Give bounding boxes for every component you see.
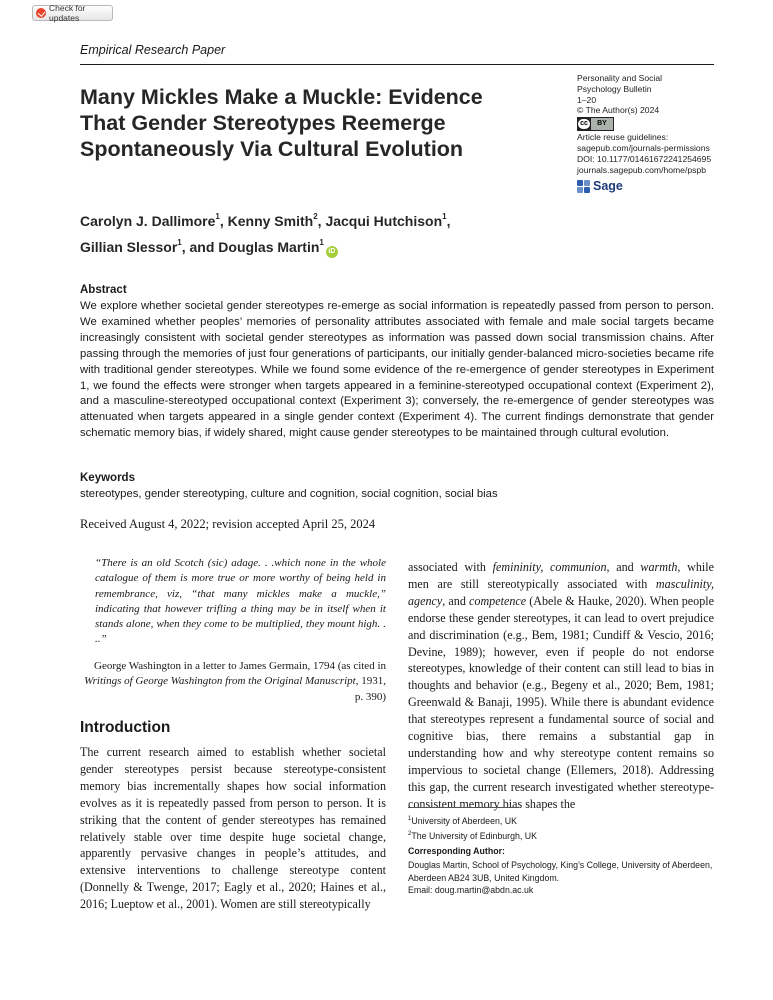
author-name[interactable]: Douglas Martin <box>218 239 320 255</box>
affiliation-text: University of Aberdeen, UK <box>411 816 517 826</box>
affiliation-item <box>408 813 714 828</box>
keywords-text: stereotypes, gender stereotyping, culture and cognition, social cognition, social bias <box>80 488 498 500</box>
corresponding-address: Douglas Martin, School of Psychology, King’s College, University of Aberdeen, Aberdeen AB24 3UB, United Kingdom. <box>408 860 713 883</box>
body-text: associated with <box>408 560 493 574</box>
doi[interactable]: DOI: 10.1177/01461672241254695 <box>577 153 712 164</box>
attribution-citation: , 1931, p. 390) <box>354 675 386 703</box>
body-text: , while men are still stereotypically associated with <box>408 560 714 591</box>
introduction-heading: Introduction <box>80 719 171 736</box>
introduction-text: The current research aimed to establish whether societal gender stereotypes persist because stereotype-consistent memory bias incrementally shapes how social information evolves as it is repeatedly passed from person to person. It is striking that the content of gender stereotypes has remained relatively stable over time despite huge societal change, apparently pervasive changes in people’s attitudes, and extensive interventions to challenge stereotype content (Donnelly & Twenge, 2017; Eagly et al., 2020; Haines et al., 2016; Lueptow et al., 2001). Women are still stereotypically <box>80 745 386 912</box>
corresponding-heading: Corresponding Author: <box>408 846 505 856</box>
article-category: Empirical Research Paper <box>80 43 226 57</box>
attribution-text: George Washington in a letter to James Germain, 1794 (as cited in <box>94 660 386 672</box>
author-list <box>80 206 520 258</box>
journal-pages: 1–20 <box>577 94 597 105</box>
body-italic: competence <box>469 593 527 608</box>
keywords-heading: Keywords <box>80 472 135 484</box>
author-name[interactable]: Gillian Slessor <box>80 239 178 255</box>
author-separator: , <box>446 213 451 229</box>
received-dates: Received August 4, 2022; revision accepted April 25, 2024 <box>80 517 376 531</box>
attribution-source: Writings of George Washington from the Original Manuscript <box>84 675 356 688</box>
check-updates-label: Check for updates <box>49 3 86 23</box>
journal-info <box>577 73 727 193</box>
corresponding-email[interactable]: Email: doug.martin@abdn.ac.uk <box>408 885 534 896</box>
affiliation-number: 1 <box>408 816 412 822</box>
corresponding-details <box>408 859 714 897</box>
sage-icon <box>577 180 590 193</box>
author-separator: , and <box>181 239 219 255</box>
epigraph-attribution <box>80 659 386 705</box>
publisher-logo[interactable] <box>577 180 727 193</box>
body-italic: masculinity, agency <box>408 576 714 608</box>
check-updates-icon <box>36 8 46 18</box>
affiliation-item <box>408 828 714 843</box>
author-name[interactable]: Kenny Smith <box>227 213 314 229</box>
footnote-rule <box>408 807 518 808</box>
header-rule <box>80 64 714 65</box>
author-affiliation: 1 <box>215 212 220 221</box>
body-text: , and <box>442 593 470 608</box>
body-italic: femininity, communion <box>492 560 607 574</box>
affiliations <box>408 813 714 843</box>
cc-by-text: BY <box>591 118 613 130</box>
cc-by-icon[interactable] <box>577 117 614 131</box>
affiliation-text: The University of Edinburgh, UK <box>411 831 538 841</box>
author-affiliation: 1 <box>177 238 182 247</box>
journal-name-line2: Psychology Bulletin <box>577 83 652 94</box>
body-italic: warmth <box>640 560 678 574</box>
body-text: (Abele & Hauke, 2020). When people endorse these gender stereotypes, it can lead to overt prejudice and discrimination (e.g., Bem, 1981; Cundiff & Vescio, 2016; Devine, 1989); however, even if people do not endorse stereotypes, knowledge of their content can still lead to bias in thoughts and behavior (e.g., Begeny et al., 2020; Bem, 1981; Greenwald & Banaji, 1995). While there is abundant evidence that stereotypes represent a fundamental source of social and cognitive bias, there remains a substantial gap in understanding how and why stereotype content remains so impervious to societal change (Ellemers, 2018). Addressing this gap, the current research investigated whether stereotype-consistent memory bias shapes the <box>408 593 714 811</box>
affiliation-number: 2 <box>408 831 412 837</box>
check-for-updates-button[interactable] <box>32 5 113 21</box>
reuse-link[interactable]: sagepub.com/journals-permissions <box>577 142 710 153</box>
journal-name-line1: Personality and Social <box>577 73 663 83</box>
reuse-label: Article reuse guidelines: <box>577 132 669 143</box>
author-separator: , <box>317 213 326 229</box>
author-affiliation: 2 <box>313 212 318 221</box>
author-affiliation: 1 <box>319 238 324 247</box>
copyright: © The Author(s) 2024 <box>577 105 660 116</box>
abstract-heading: Abstract <box>80 284 127 296</box>
journal-link[interactable]: journals.sagepub.com/home/pspb <box>577 164 706 175</box>
author-name[interactable]: Carolyn J. Dallimore <box>80 213 216 229</box>
cc-logo-text: cc <box>577 118 591 130</box>
epigraph-quote: “There is an old Scotch (sic) adage. . .which none in the whole catalogue of them is more true or more worthy of being held in remembrance, viz, “that many mickles make a muckle,” indicating that however trifling a thing may be in itself when it stands alone, when they come to be multiplied, they mount high. . ..” <box>95 557 386 646</box>
orcid-icon[interactable]: iD <box>326 246 338 258</box>
publisher-name: Sage <box>593 179 623 194</box>
abstract-text: We explore whether societal gender stereotypes re-emerge as social information is repeatedly passed from person to person. We examined whether peoples’ memories of personality attributes associated with female and male social targets became increasingly consistent with societal gender stereotypes as information was passed down social transmission chains. After passing through the memories of just four generations of participants, our initially gender-balanced micro-societies became rife with traditional gender stereotypes. While we found some evidence of the re-emergence of gender stereotypes in Experiment 1, we found the effects were stronger when targets appeared in a feminine-stereotyped occupational context (Experiment 2), and a masculine-stereotyped occupational context (Experiment 3); conversely, the re-emergence of gender stereotypes was attenuated when targets appeared in a single gender context (Experiment 4). The current findings demonstrate that gender schematic memory bias, if widely shared, might cause gender stereotypes to be maintained through cultural evolution. <box>80 300 714 440</box>
author-affiliation: 1 <box>442 212 447 221</box>
author-separator: , <box>219 213 228 229</box>
article-title: Many Mickles Make a Muckle: Evidence That Gender Stereotypes Reemerge Spontaneously Via Cultural Evolution <box>80 85 483 161</box>
body-text-right <box>408 559 714 813</box>
body-text: , and <box>606 560 641 574</box>
author-name[interactable]: Jacqui Hutchison <box>325 213 443 229</box>
